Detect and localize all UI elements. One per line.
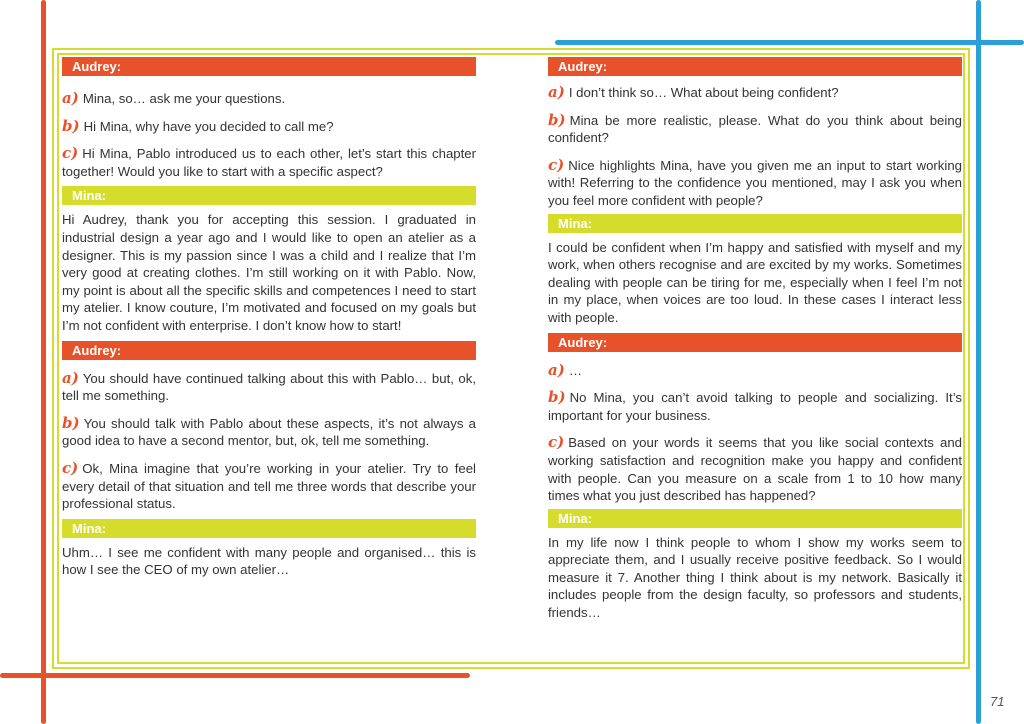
orange-vertical-line: [41, 0, 46, 724]
page-number: 71: [990, 694, 1005, 709]
option-c: [548, 434, 962, 504]
option-text: You should have continued talking about this with Pablo… but, ok, tell me something.: [62, 370, 476, 404]
option-letter: b): [548, 388, 566, 407]
option-letter: a): [62, 89, 79, 107]
option-letter: a): [62, 368, 79, 387]
option-a: [62, 370, 476, 405]
left-column: [62, 57, 476, 585]
option-text: …: [568, 362, 583, 378]
option-text: Hi Mina, why have you decided to call me?: [83, 118, 334, 134]
blue-horizontal-line: [555, 40, 1024, 45]
option-text: Hi Mina, Pablo introduced us to each other, let’s start this chapter together! Would you like to start with a specific aspect?: [62, 146, 476, 179]
speaker-bar-audrey: Audrey:: [548, 333, 962, 352]
option-letter: a): [548, 83, 565, 101]
option-text: Based on your words it seems that you like social contexts and working satisfaction and recognition make you happy and confident with people. Can you measure on a scale from 1 to 10 how many times what you just described has happened?: [548, 435, 962, 504]
option-letter: c): [548, 155, 565, 174]
option-c: [548, 157, 962, 210]
mina-response: I could be confident when I’m happy and satisfied with myself and my work, when others recognise and are excited by my works. Sometimes dealing with people can be tiring for me, especially when I feel I’m not in my place, when voices are too loud. In these cases I interact less with people.: [548, 239, 962, 325]
option-b: [62, 415, 476, 450]
option-letter: c): [62, 144, 79, 163]
option-c: [62, 145, 476, 180]
blue-vertical-line: [976, 0, 981, 724]
option-letter: c): [62, 458, 79, 477]
mina-response: Hi Audrey, thank you for accepting this session. I graduated in industrial design a year ago and I would like to open an atelier as a designer. This is my passion since I was a child and I realize that I’m very good at creating clothes. I’m still working on it with Pablo. Now, my point is about all the specific skills and competences I need to start my atelier. I know couture, I’m motivated and focused on my goals but I’m not confident with enterprise. I don’t know how to start!: [62, 212, 476, 333]
option-b: [548, 389, 962, 424]
speaker-bar-mina: Mina:: [62, 186, 476, 205]
option-letter: b): [62, 413, 80, 432]
speaker-bar-audrey: Audrey:: [62, 57, 476, 76]
option-text: Nice highlights Mina, have you given me an input to start working with! Referring to the confidence you mentioned, may I ask you when you feel more confident with people?: [548, 157, 962, 208]
option-letter: c): [548, 433, 565, 452]
option-b: [62, 118, 476, 136]
option-a: [548, 84, 962, 102]
right-column: [548, 57, 962, 628]
speaker-bar-mina: Mina:: [548, 509, 962, 528]
orange-horizontal-line: [0, 673, 470, 678]
option-text: Mina be more realistic, please. What do you think about being confident?: [548, 112, 962, 146]
option-a: [548, 362, 962, 380]
option-text: No Mina, you can’t avoid talking to people and socializing. It’s important for your business.: [548, 390, 962, 423]
mina-response: Uhm… I see me confident with many people and organised… this is how I see the CEO of my own atelier…: [62, 544, 476, 578]
speaker-bar-audrey: Audrey:: [548, 57, 962, 76]
speaker-bar-mina: Mina:: [62, 519, 476, 538]
option-text: Mina, so… ask me your questions.: [82, 91, 286, 106]
option-b: [548, 112, 962, 147]
option-letter: b): [548, 110, 566, 129]
speaker-bar-audrey: Audrey:: [62, 341, 476, 360]
mina-response: In my life now I think people to whom I show my works seem to appreciate them, and I usually receive positive feedback. So I would measure it 7. Another thing I think about is my network. Basically it includes people from the design faculty, so professors and students, friends…: [548, 534, 962, 621]
option-c: [62, 460, 476, 513]
option-letter: b): [62, 116, 80, 135]
option-letter: a): [548, 360, 565, 379]
speaker-bar-mina: Mina:: [548, 214, 962, 233]
option-text: Ok, Mina imagine that you’re working in your atelier. Try to feel every detail of that situation and tell me three words that describe your professional status.: [62, 460, 476, 512]
option-a: [62, 90, 476, 108]
option-text: You should talk with Pablo about these aspects, it’s not always a good idea to have a second mentor, but, ok, tell me something.: [62, 415, 476, 449]
option-text: I don’t think so… What about being confident?: [568, 85, 839, 100]
